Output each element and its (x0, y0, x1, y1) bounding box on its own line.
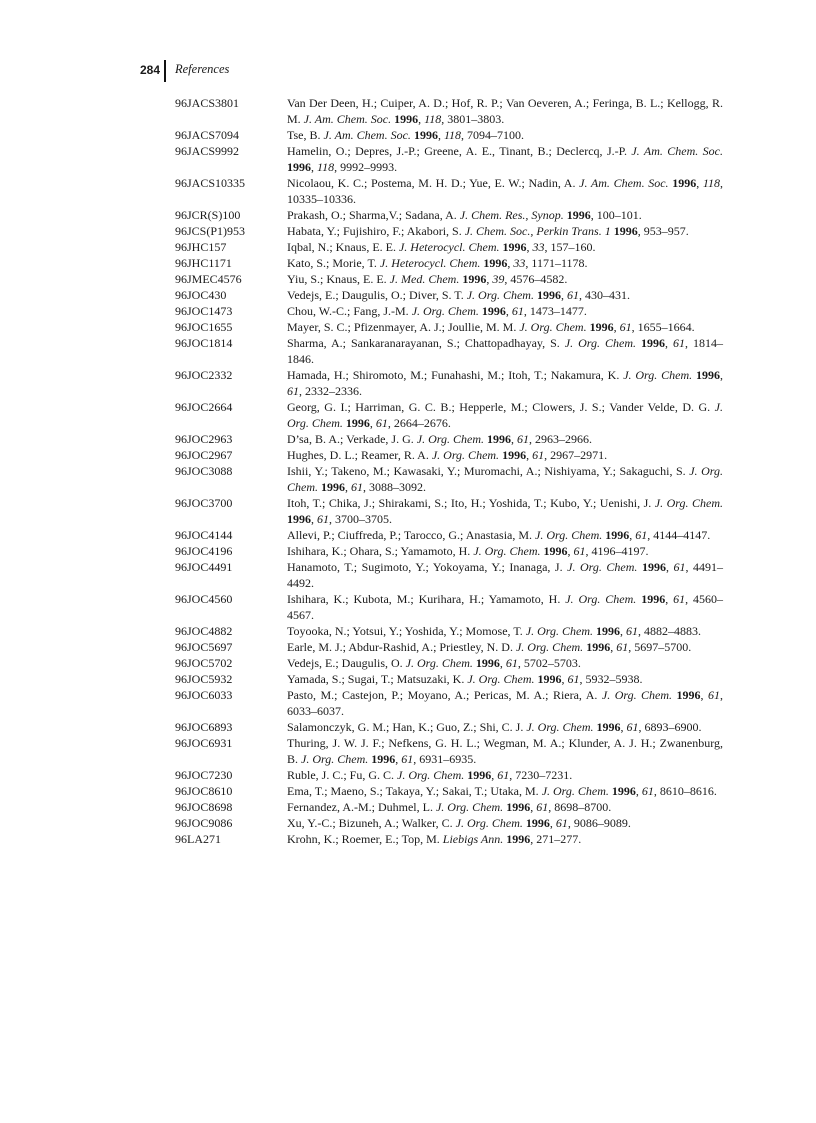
reference-citation: Yamada, S.; Sugai, T.; Matsuzaki, K. J. Org. Chem. 1996, 61, 5932–5938. (287, 672, 643, 686)
reference-key: 96LA271 (175, 832, 221, 846)
reference-citation: Nicolaou, K. C.; Postema, M. H. D.; Yue, E. W.; Nadin, A. J. Am. Chem. Soc. 1996, 118, 10335–10336. (287, 176, 724, 206)
reference-key: 96JOC7230 (175, 768, 233, 782)
reference-citation: Kato, S.; Morie, T. J. Heterocycl. Chem. 1996, 33, 1171–1178. (287, 256, 588, 270)
reference-citation: D’sa, B. A.; Verkade, J. G. J. Org. Chem. 1996, 61, 2963–2966. (287, 432, 592, 446)
reference-citation: Ema, T.; Maeno, S.; Takaya, Y.; Sakai, T.; Utaka, M. J. Org. Chem. 1996, 61, 8610–8616. (287, 784, 717, 798)
reference-entry (175, 799, 723, 815)
reference-key: 96JOC6893 (175, 720, 233, 734)
reference-entry (175, 831, 723, 847)
reference-entry (175, 399, 723, 431)
reference-citation: Allevi, P.; Ciuffreda, P.; Tarocco, G.; Anastasia, M. J. Org. Chem. 1996, 61, 4144–4147. (287, 528, 711, 542)
reference-citation: Fernandez, A.-M.; Duhmel, L. J. Org. Chem. 1996, 61, 8698–8700. (287, 800, 612, 814)
reference-entry (175, 783, 723, 799)
reference-citation: Hughes, D. L.; Reamer, R. A. J. Org. Chem. 1996, 61, 2967–2971. (287, 448, 608, 462)
reference-entry (175, 559, 723, 591)
reference-citation: Hamelin, O.; Depres, J.-P.; Greene, A. E., Tinant, B.; Declercq, J.-P. J. Am. Chem. Soc. 1996, 118, 9992–9993. (287, 144, 723, 174)
reference-entry (175, 671, 723, 687)
reference-key: 96JCS(P1)953 (175, 224, 246, 238)
reference-citation: Vedejs, E.; Daugulis, O. J. Org. Chem. 1996, 61, 5702–5703. (287, 656, 581, 670)
reference-key: 96JOC8698 (175, 800, 233, 814)
reference-key: 96JHC157 (175, 240, 227, 254)
reference-citation: Ishihara, K.; Kubota, M.; Kurihara, H.; Yamamoto, H. J. Org. Chem. 1996, 61, 4560–4567. (287, 592, 724, 622)
reference-key: 96JOC8610 (175, 784, 233, 798)
reference-entry (175, 175, 723, 207)
reference-citation: Thuring, J. W. J. F.; Nefkens, G. H. L.; Wegman, M. A.; Klunder, A. J. H.; Zwanenburg, B. J. Org. Chem. 1996, 61, 6931–6935. (287, 736, 723, 766)
reference-key: 96JOC1655 (175, 320, 233, 334)
reference-citation: Prakash, O.; Sharma,V.; Sadana, A. J. Chem. Res., Synop. 1996, 100–101. (287, 208, 642, 222)
reference-citation: Yiu, S.; Knaus, E. E. J. Med. Chem. 1996, 39, 4576–4582. (287, 272, 568, 286)
reference-entry (175, 495, 723, 527)
reference-citation: Xu, Y.-C.; Bizuneh, A.; Walker, C. J. Org. Chem. 1996, 61, 9086–9089. (287, 816, 631, 830)
page-header (0, 60, 816, 84)
reference-entry (175, 143, 723, 175)
reference-entry (175, 95, 723, 127)
running-title: References (175, 62, 230, 76)
reference-key: 96JOC4491 (175, 560, 233, 574)
reference-entry (175, 815, 723, 831)
page-number: 284 (139, 63, 160, 77)
reference-citation: Salamonczyk, G. M.; Han, K.; Guo, Z.; Shi, C. J. J. Org. Chem. 1996, 61, 6893–6900. (287, 720, 702, 734)
reference-entry (175, 255, 723, 271)
reference-key: 96JOC4560 (175, 592, 233, 606)
reference-entry (175, 623, 723, 639)
reference-key: 96JOC5932 (175, 672, 233, 686)
header-rule (164, 60, 166, 82)
reference-key: 96JOC430 (175, 288, 227, 302)
reference-key: 96JACS10335 (175, 176, 246, 190)
reference-key: 96JOC2664 (175, 400, 233, 414)
reference-entry (175, 303, 723, 319)
reference-citation: Ishii, Y.; Takeno, M.; Kawasaki, Y.; Muromachi, A.; Nishiyama, Y.; Sakaguchi, S. J. Org. Chem. 1996, 61, 3088–3092. (287, 464, 724, 494)
reference-key: 96JACS9992 (175, 144, 240, 158)
reference-citation: Ruble, J. C.; Fu, G. C. J. Org. Chem. 1996, 61, 7230–7231. (287, 768, 573, 782)
reference-entry (175, 271, 723, 287)
reference-key: 96JACS7094 (175, 128, 240, 142)
reference-entry (175, 463, 723, 495)
reference-citation: Habata, Y.; Fujishiro, F.; Akabori, S. J. Chem. Soc., Perkin Trans. 1 1996, 953–957. (287, 224, 689, 238)
reference-key: 96JOC9086 (175, 816, 233, 830)
reference-key: 96JACS3801 (175, 96, 240, 110)
reference-key: 96JOC1473 (175, 304, 233, 318)
reference-entry (175, 767, 723, 783)
reference-citation: Georg, G. I.; Harriman, G. C. B.; Hepperle, M.; Clowers, J. S.; Vander Velde, D. G. J. Org. Chem. 1996, 61, 2664–2676. (287, 400, 723, 430)
reference-entry (175, 447, 723, 463)
reference-entry (175, 367, 723, 399)
reference-citation: Tse, B. J. Am. Chem. Soc. 1996, 118, 7094–7100. (287, 128, 525, 142)
reference-citation: Ishihara, K.; Ohara, S.; Yamamoto, H. J. Org. Chem. 1996, 61, 4196–4197. (287, 544, 649, 558)
reference-entry (175, 719, 723, 735)
reference-key: 96JOC4144 (175, 528, 233, 542)
reference-citation: Mayer, S. C.; Pfizenmayer, A. J.; Joullie, M. M. J. Org. Chem. 1996, 61, 1655–1664. (287, 320, 695, 334)
reference-key: 96JHC1171 (175, 256, 232, 270)
reference-entry (175, 431, 723, 447)
reference-entry (175, 287, 723, 303)
reference-citation: Sharma, A.; Sankaranarayanan, S.; Chattopadhayay, S. J. Org. Chem. 1996, 61, 1814–1846. (287, 336, 724, 366)
reference-citation: Chou, W.-C.; Fang, J.-M. J. Org. Chem. 1996, 61, 1473–1477. (287, 304, 587, 318)
reference-entry (175, 687, 723, 719)
reference-entry (175, 543, 723, 559)
reference-entry (175, 335, 723, 367)
reference-key: 96JCR(S)100 (175, 208, 241, 222)
reference-entry (175, 591, 723, 623)
reference-citation: Hamada, H.; Shiromoto, M.; Funahashi, M.; Itoh, T.; Nakamura, K. J. Org. Chem. 1996, 61, 2332–2336. (287, 368, 724, 398)
reference-citation: Vedejs, E.; Daugulis, O.; Diver, S. T. J. Org. Chem. 1996, 61, 430–431. (287, 288, 630, 302)
reference-citation: Pasto, M.; Castejon, P.; Moyano, A.; Pericas, M. A.; Riera, A. J. Org. Chem. 1996, 61, 6033–6037. (287, 688, 724, 718)
reference-key: 96JOC4882 (175, 624, 233, 638)
reference-key: 96JOC1814 (175, 336, 233, 350)
reference-entry (175, 223, 723, 239)
reference-citation: Krohn, K.; Roemer, E.; Top, M. Liebigs Ann. 1996, 271–277. (287, 832, 582, 846)
reference-entry (175, 207, 723, 223)
reference-citation: Hanamoto, T.; Sugimoto, Y.; Yokoyama, Y.; Inanaga, J. J. Org. Chem. 1996, 61, 4491–4492. (287, 560, 724, 590)
reference-key: 96JOC5697 (175, 640, 233, 654)
reference-citation: Toyooka, N.; Yotsui, Y.; Yoshida, Y.; Momose, T. J. Org. Chem. 1996, 61, 4882–4883. (287, 624, 701, 638)
reference-entry (175, 127, 723, 143)
reference-entry (175, 735, 723, 767)
reference-entry (175, 639, 723, 655)
reference-entry (175, 319, 723, 335)
reference-key: 96JOC2963 (175, 432, 233, 446)
reference-key: 96JOC6033 (175, 688, 233, 702)
reference-citation: Earle, M. J.; Abdur-Rashid, A.; Priestley, N. D. J. Org. Chem. 1996, 61, 5697–5700. (287, 640, 692, 654)
reference-entry (175, 239, 723, 255)
reference-key: 96JOC3088 (175, 464, 233, 478)
reference-citation: Itoh, T.; Chika, J.; Shirakami, S.; Ito, H.; Yoshida, T.; Kubo, Y.; Uenishi, J. J. Org. Chem. 1996, 61, 3700–3705. (287, 496, 724, 526)
reference-key: 96JOC2332 (175, 368, 233, 382)
reference-key: 96JOC2967 (175, 448, 233, 462)
reference-citation: Van Der Deen, H.; Cuiper, A. D.; Hof, R. P.; Van Oeveren, A.; Feringa, B. L.; Kellogg, R. M. J. Am. Chem. Soc. 1996, 118, 3801–3803. (287, 96, 723, 126)
reference-key: 96JOC6931 (175, 736, 233, 750)
reference-list (175, 95, 723, 847)
reference-key: 96JOC5702 (175, 656, 233, 670)
reference-key: 96JMEC4576 (175, 272, 242, 286)
reference-key: 96JOC4196 (175, 544, 233, 558)
reference-entry (175, 655, 723, 671)
reference-key: 96JOC3700 (175, 496, 233, 510)
reference-citation: Iqbal, N.; Knaus, E. E. J. Heterocycl. Chem. 1996, 33, 157–160. (287, 240, 596, 254)
reference-entry (175, 527, 723, 543)
